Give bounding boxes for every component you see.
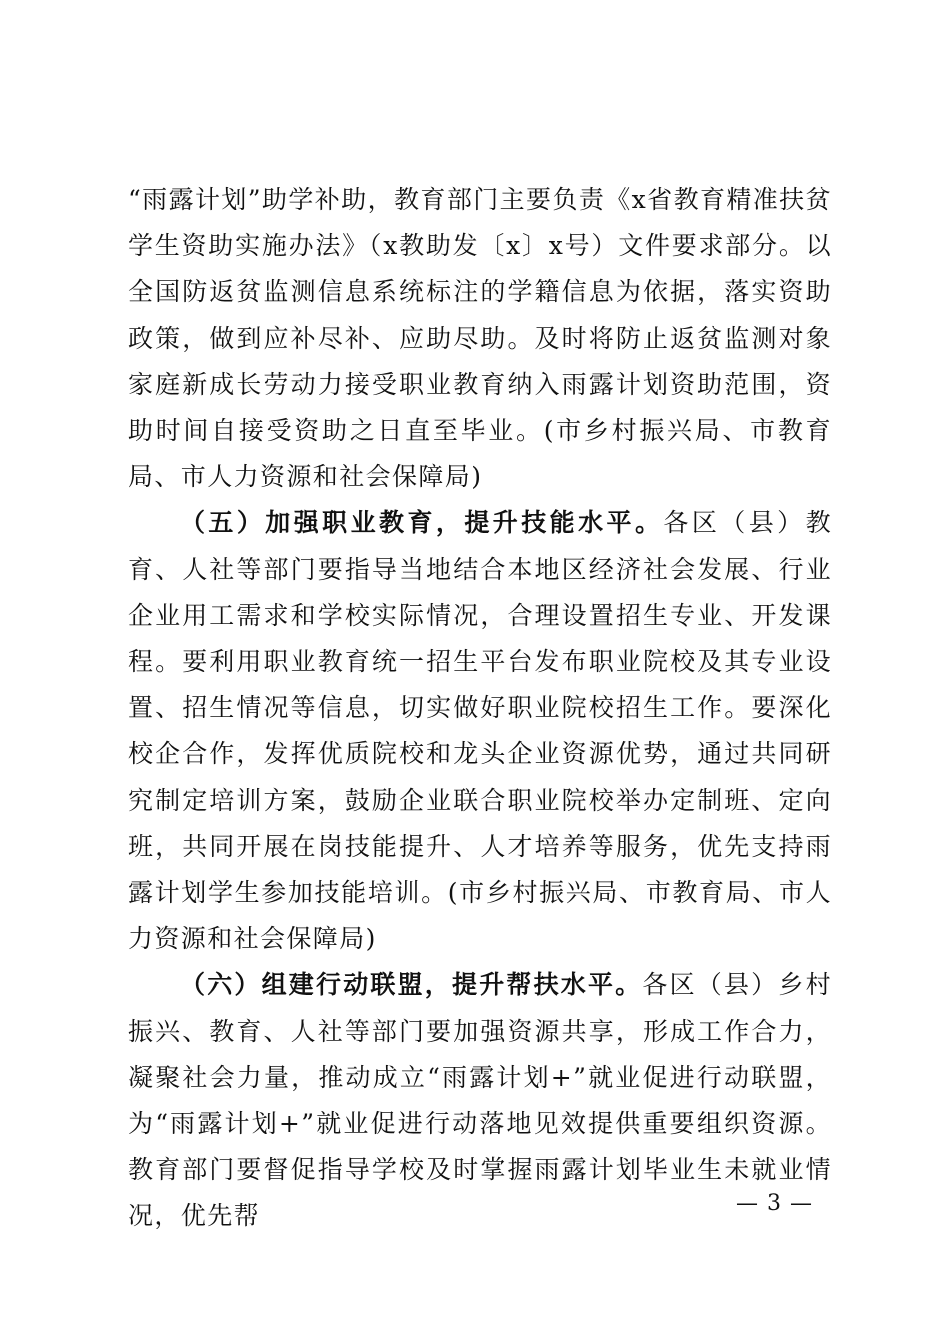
paragraph-intro <box>128 177 832 500</box>
document-body <box>128 177 832 1240</box>
paragraph-section-6 <box>128 962 832 1239</box>
paragraph-section-5 <box>128 500 832 962</box>
page-number: — 3 — <box>736 1191 813 1216</box>
section-6-text: 各区（县）乡村振兴、教育、人社等部门要加强资源共享，形成工作合力，凝聚社会力量，推动成立“雨露计划+”就业促进行动联盟，为“雨露计划+”就业促进行动落地见效提供重要组织资源。教育部门要督促指导学校及时掌握雨露计划毕业生未就业情况，优先帮 <box>128 970 832 1231</box>
paragraph-intro-text: “雨露计划”助学补助，教育部门主要负责《x省教育精准扶贫学生资助实施办法》（x教助发〔x〕x号）文件要求部分。以全国防返贫监测信息系统标注的学籍信息为依据，落实资助政策，做到应补尽补、应助尽助。及时将防止返贫监测对象家庭新成长劳动力接受职业教育纳入雨露计划资助范围，资助时间自接受资助之日直至毕业。(市乡村振兴局、市教育局、市人力资源和社会保障局) <box>128 185 832 492</box>
section-5-heading: （五）加强职业教育，提升技能水平。 <box>180 508 664 538</box>
section-6-heading: （六）组建行动联盟，提升帮扶水平。 <box>180 970 643 1000</box>
section-5-text: 各区（县）教育、人社等部门要指导当地结合本地区经济社会发展、行业企业用工需求和学校实际情况，合理设置招生专业、开发课程。要利用职业教育统一招生平台发布职业院校及其专业设置、招生情况等信息，切实做好职业院校招生工作。要深化校企合作，发挥优质院校和龙头企业资源优势，通过共同研究制定培训方案，鼓励企业联合职业院校举办定制班、定向班，共同开展在岗技能提升、人才培养等服务，优先支持雨露计划学生参加技能培训。(市乡村振兴局、市教育局、市人力资源和社会保障局) <box>128 508 832 954</box>
